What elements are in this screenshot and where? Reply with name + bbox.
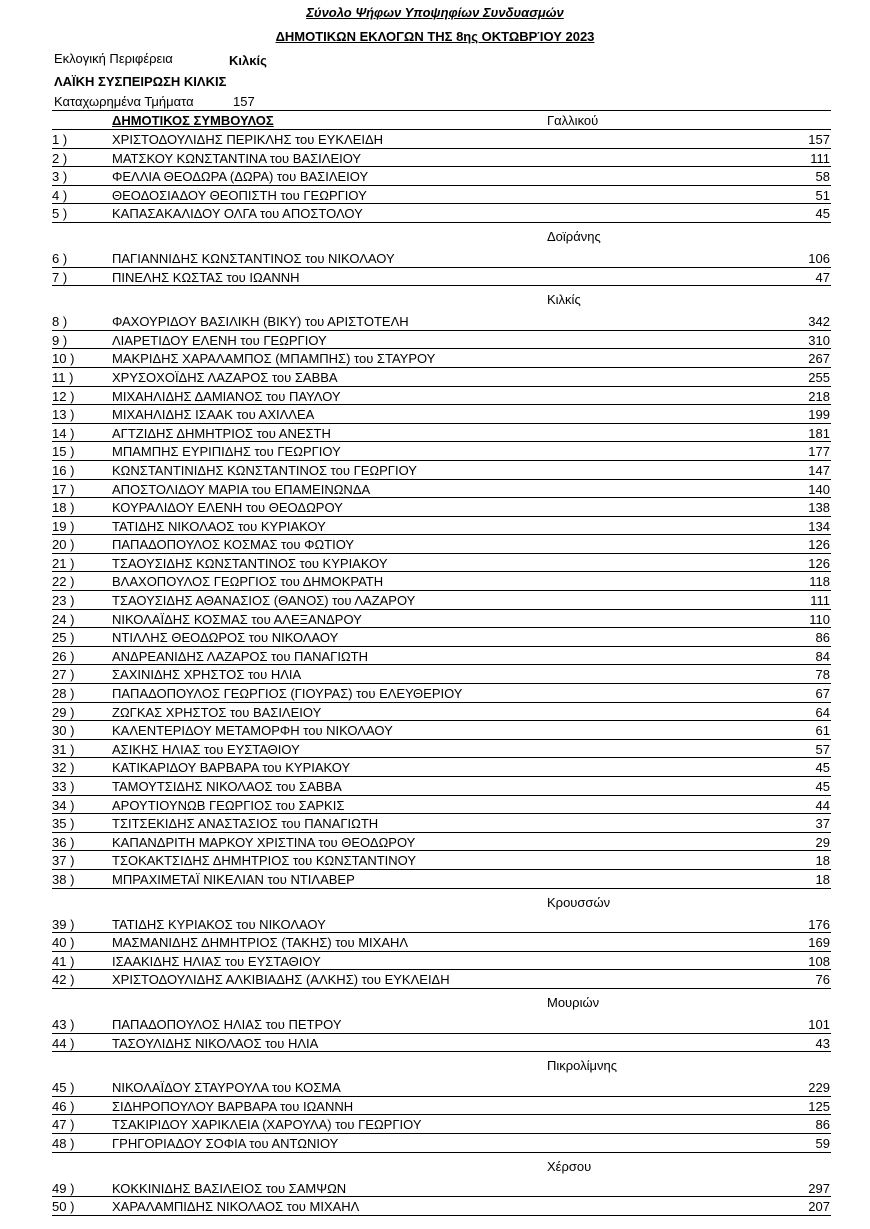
candidate-name: ΙΣΑΑΚΙΔΗΣ ΗΛΙΑΣ του ΕΥΣΤΑΘΙΟΥ — [112, 953, 321, 969]
candidate-name: ΜΠΡΑΧΙΜΕΤΑΪ ΝΙΚΕΛΙΑΝ του ΝΤΙΛΑΒΕΡ — [112, 871, 355, 887]
row-number: 30 ) — [52, 723, 75, 739]
row-number: 49 ) — [52, 1180, 75, 1196]
candidate-name: ΧΑΡΑΛΑΜΠΙΔΗΣ ΝΙΚΟΛΑΟΣ του ΜΙΧΑΗΛ — [112, 1199, 360, 1215]
vote-count: 110 — [809, 611, 830, 627]
candidate-name: ΚΟΥΡΑΛΙΔΟΥ ΕΛΕΝΗ του ΘΕΟΔΩΡΟΥ — [112, 500, 343, 516]
vote-count: 138 — [808, 500, 830, 516]
table-row — [52, 349, 831, 368]
vote-count: 44 — [815, 797, 830, 813]
candidate-name: ΤΑΣΟΥΛΙΔΗΣ ΝΙΚΟΛΑΟΣ του ΗΛΙΑ — [112, 1035, 319, 1051]
candidate-name: ΧΡΙΣΤΟΔΟΥΛΙΔΗΣ ΑΛΚΙΒΙΑΔΗΣ (ΑΛΚΗΣ) του ΕΥΚΛΕΙΔΗ — [112, 972, 450, 988]
location-heading: Χέρσου — [547, 1158, 592, 1174]
row-number: 7 ) — [52, 269, 68, 285]
vote-count: 86 — [815, 1117, 830, 1133]
candidate-name: ΤΣΟΚΑΚΤΣΙΔΗΣ ΔΗΜΗΤΡΙΟΣ του ΚΩΝΣΤΑΝΤΙΝΟΥ — [112, 853, 417, 869]
row-number: 19 ) — [52, 518, 75, 534]
table-row — [52, 721, 831, 740]
vote-count: 18 — [815, 853, 830, 869]
table-row — [52, 970, 831, 989]
row-number: 40 ) — [52, 935, 75, 951]
candidate-name: ΜΑΣΜΑΝΙΔΗΣ ΔΗΜΗΤΡΙΟΣ (ΤΑΚΗΣ) του ΜΙΧΑΗΛ — [112, 935, 409, 951]
vote-count: 140 — [808, 481, 830, 497]
vote-count: 229 — [808, 1080, 830, 1096]
candidate-name: ΝΙΚΟΛΑΪΔΗΣ ΚΟΣΜΑΣ του ΑΛΕΞΑΝΔΡΟΥ — [112, 611, 362, 627]
row-number: 27 ) — [52, 667, 75, 683]
vote-count: 169 — [808, 935, 830, 951]
vote-count: 147 — [808, 462, 830, 478]
row-number: 4 ) — [52, 187, 68, 203]
table-row — [52, 1015, 831, 1034]
row-number: 35 ) — [52, 816, 75, 832]
row-number: 17 ) — [52, 481, 75, 497]
vote-count: 125 — [808, 1098, 830, 1114]
vote-count: 45 — [815, 206, 830, 222]
vote-count: 84 — [815, 648, 830, 664]
vote-count: 106 — [808, 250, 830, 266]
table-row — [52, 915, 831, 934]
candidate-name: ΠΑΠΑΔΟΠΟΥΛΟΣ ΚΟΣΜΑΣ του ΦΩΤΙΟΥ — [112, 537, 355, 553]
vote-count: 58 — [815, 169, 830, 185]
vote-count: 18 — [815, 871, 830, 887]
table-row — [52, 665, 831, 684]
vote-count: 157 — [808, 132, 830, 147]
candidate-name: ΑΓΤΖΙΔΗΣ ΔΗΜΗΤΡΙΟΣ του ΑΝΕΣΤΗ — [112, 425, 331, 441]
location-heading: Γαλλικού — [547, 113, 599, 128]
vote-count: 342 — [808, 314, 830, 330]
vote-count: 86 — [815, 630, 830, 646]
row-number: 2 ) — [52, 150, 68, 166]
candidate-name: ΒΛΑΧΟΠΟΥΛΟΣ ΓΕΩΡΓΙΟΣ του ΔΗΜΟΚΡΑΤΗ — [112, 574, 384, 590]
row-number: 36 ) — [52, 834, 75, 850]
vote-count: 134 — [808, 518, 830, 534]
table-row — [52, 387, 831, 406]
row-number: 20 ) — [52, 537, 75, 553]
sections-label: Καταχωρημένα Τμήματα — [54, 94, 194, 109]
table-row — [52, 870, 831, 889]
candidates-table — [52, 110, 831, 1216]
location-row — [52, 223, 831, 249]
table-row — [52, 814, 831, 833]
table-row — [52, 740, 831, 759]
candidate-name: ΧΡΥΣΟΧΟΪΔΗΣ ΛΑΖΑΡΟΣ του ΣΑΒΒΑ — [112, 369, 338, 385]
row-number: 28 ) — [52, 686, 75, 702]
row-number: 43 ) — [52, 1016, 75, 1032]
table-row — [52, 268, 831, 287]
candidate-name: ΜΠΑΜΠΗΣ ΕΥΡΙΠΙΔΗΣ του ΓΕΩΡΓΙΟΥ — [112, 444, 341, 460]
candidate-name: ΚΩΝΣΤΑΝΤΙΝΙΔΗΣ ΚΩΝΣΤΑΝΤΙΝΟΣ του ΓΕΩΡΓΙΟΥ — [112, 462, 417, 478]
row-number: 11 ) — [52, 369, 74, 385]
vote-count: 310 — [808, 332, 830, 348]
candidate-name: ΝΙΚΟΛΑΪΔΟΥ ΣΤΑΥΡΟΥΛΑ του ΚΟΣΜΑ — [112, 1080, 341, 1096]
candidate-name: ΤΣΙΤΣΕΚΙΔΗΣ ΑΝΑΣΤΑΣΙΟΣ του ΠΑΝΑΓΙΩΤΗ — [112, 816, 379, 832]
location-row — [52, 889, 831, 915]
row-number: 8 ) — [52, 314, 68, 330]
vote-count: 67 — [815, 686, 830, 702]
row-number: 45 ) — [52, 1080, 75, 1096]
sections-value: 157 — [233, 94, 255, 109]
candidate-name: ΦΑΧΟΥΡΙΔΟΥ ΒΑΣΙΛΙΚΗ (ΒΙΚΥ) του ΑΡΙΣΤΟΤΕΛΗ — [112, 314, 409, 330]
candidate-name: ΤΣΑΚΙΡΙΔΟΥ ΧΑΡΙΚΛΕΙΑ (ΧΑΡΟΥΛΑ) του ΓΕΩΡΓΙΟΥ — [112, 1117, 422, 1133]
candidate-name: ΜΑΤΣΚΟΥ ΚΩΝΣΤΑΝΤΙΝΑ του ΒΑΣΙΛΕΙΟΥ — [112, 150, 362, 166]
row-number: 6 ) — [52, 250, 68, 266]
vote-count: 78 — [815, 667, 830, 683]
table-row — [52, 591, 831, 610]
table-row — [52, 572, 831, 591]
candidate-name: ΧΡΙΣΤΟΔΟΥΛΙΔΗΣ ΠΕΡΙΚΛΗΣ του ΕΥΚΛΕΙΔΗ — [112, 132, 384, 147]
row-number: 22 ) — [52, 574, 75, 590]
candidate-name: ΛΙΑΡΕΤΙΔΟΥ ΕΛΕΝΗ του ΓΕΩΡΓΙΟΥ — [112, 332, 327, 348]
vote-count: 199 — [808, 407, 830, 423]
candidate-name: ΦΕΛΛΙΑ ΘΕΟΔΩΡΑ (ΔΩΡΑ) του ΒΑΣΙΛΕΙΟΥ — [112, 169, 369, 185]
candidate-name: ΚΑΠΑΣΑΚΑΛΙΔΟΥ ΟΛΓΑ του ΑΠΟΣΤΟΛΟΥ — [112, 206, 363, 222]
table-row — [52, 405, 831, 424]
table-row — [52, 1197, 831, 1216]
vote-count: 108 — [808, 953, 830, 969]
region-value: Κιλκίς — [229, 53, 267, 68]
table-row — [52, 851, 831, 870]
row-number: 1 ) — [52, 132, 68, 147]
location-heading: Κιλκίς — [547, 292, 581, 308]
table-row — [52, 167, 831, 186]
row-number: 31 ) — [52, 741, 75, 757]
table-row — [52, 312, 831, 331]
vote-count: 111 — [810, 593, 830, 609]
location-row — [52, 989, 831, 1015]
vote-count: 297 — [808, 1180, 830, 1196]
vote-count: 111 — [810, 150, 830, 166]
location-heading: Πικρολίμνης — [547, 1058, 618, 1074]
row-number: 47 ) — [52, 1117, 75, 1133]
row-number: 3 ) — [52, 169, 68, 185]
location-heading: Μουριών — [547, 994, 600, 1010]
table-row — [52, 684, 831, 703]
table-row — [52, 535, 831, 554]
table-row — [52, 368, 831, 387]
table-row — [52, 647, 831, 666]
row-number: 39 ) — [52, 916, 75, 932]
row-number: 32 ) — [52, 760, 75, 776]
row-number: 18 ) — [52, 500, 75, 516]
row-number: 21 ) — [52, 555, 75, 571]
vote-count: 47 — [815, 269, 830, 285]
candidate-name: ΠΑΠΑΔΟΠΟΥΛΟΣ ΗΛΙΑΣ του ΠΕΤΡΟΥ — [112, 1016, 342, 1032]
candidate-name: ΠΑΓΙΑΝΝΙΔΗΣ ΚΩΝΣΤΑΝΤΙΝΟΣ του ΝΙΚΟΛΑΟΥ — [112, 250, 395, 266]
location-row — [52, 1052, 831, 1078]
vote-count: 181 — [808, 425, 830, 441]
candidate-name: ΤΑΤΙΔΗΣ ΝΙΚΟΛΑΟΣ του ΚΥΡΙΑΚΟΥ — [112, 518, 326, 534]
table-row — [52, 952, 831, 971]
row-number: 24 ) — [52, 611, 75, 627]
table-row — [52, 149, 831, 168]
candidate-name: ΝΤΙΛΛΗΣ ΘΕΟΔΩΡΟΣ του ΝΙΚΟΛΑΟΥ — [112, 630, 339, 646]
table-row — [52, 758, 831, 777]
candidate-name: ΣΙΔΗΡΟΠΟΥΛΟΥ ΒΑΡΒΑΡΑ του ΙΩΑΝΝΗ — [112, 1098, 354, 1114]
table-row — [52, 186, 831, 205]
vote-count: 267 — [808, 351, 830, 367]
candidate-name: ΑΠΟΣΤΟΛΙΔΟΥ ΜΑΡΙΑ του ΕΠΑΜΕΙΝΩΝΔΑ — [112, 481, 371, 497]
table-row — [52, 1179, 831, 1198]
row-number: 46 ) — [52, 1098, 75, 1114]
vote-count: 51 — [815, 187, 830, 203]
vote-count: 29 — [815, 834, 830, 850]
table-row — [52, 461, 831, 480]
candidate-name: ΚΑΛΕΝΤΕΡΙΔΟΥ ΜΕΤΑΜΟΡΦΗ του ΝΙΚΟΛΑΟΥ — [112, 723, 393, 739]
candidate-name: ΤΑΤΙΔΗΣ ΚΥΡΙΑΚΟΣ του ΝΙΚΟΛΑΟΥ — [112, 916, 326, 932]
table-row — [52, 1115, 831, 1134]
candidate-name: ΘΕΟΔΟΣΙΑΔΟΥ ΘΕΟΠΙΣΤΗ του ΓΕΩΡΓΙΟΥ — [112, 187, 367, 203]
candidate-name: ΜΙΧΑΗΛΙΔΗΣ ΙΣΑΑΚ του ΑΧΙΛΛΕΑ — [112, 407, 315, 423]
row-number: 44 ) — [52, 1035, 75, 1051]
table-row — [52, 498, 831, 517]
candidate-name: ΑΝΔΡΕΑΝΙΔΗΣ ΛΑΖΑΡΟΣ του ΠΑΝΑΓΙΩΤΗ — [112, 648, 368, 664]
table-row — [52, 480, 831, 499]
candidate-name: ΤΣΑΟΥΣΙΔΗΣ ΑΘΑΝΑΣΙΟΣ (ΘΑΝΟΣ) του ΛΑΖΑΡΟΥ — [112, 593, 416, 609]
table-row — [52, 517, 831, 536]
candidate-name: ΖΩΓΚΑΣ ΧΡΗΣΤΟΣ του ΒΑΣΙΛΕΙΟΥ — [112, 704, 322, 720]
location-row — [52, 286, 831, 312]
candidate-name: ΠΑΠΑΔΟΠΟΥΛΟΣ ΓΕΩΡΓΙΟΣ (ΓΙΟΥΡΑΣ) του ΕΛΕΥΘΕΡΙΟΥ — [112, 686, 463, 702]
vote-count: 126 — [808, 537, 830, 553]
row-number: 9 ) — [52, 332, 68, 348]
table-row — [52, 1078, 831, 1097]
candidate-name: ΜΙΧΑΗΛΙΔΗΣ ΔΑΜΙΑΝΟΣ του ΠΑΥΛΟΥ — [112, 388, 341, 404]
vote-count: 76 — [815, 972, 830, 988]
table-row — [52, 1134, 831, 1153]
row-number: 38 ) — [52, 871, 75, 887]
vote-count: 45 — [815, 779, 830, 794]
row-number: 29 ) — [52, 704, 75, 720]
table-row — [52, 1097, 831, 1116]
table-row — [52, 1034, 831, 1053]
table-row — [52, 249, 831, 268]
vote-count: 255 — [808, 369, 830, 385]
row-number: 23 ) — [52, 593, 75, 609]
table-row — [52, 610, 831, 629]
candidate-name: ΠΙΝΕΛΗΣ ΚΩΣΤΑΣ του ΙΩΑΝΝΗ — [112, 269, 300, 285]
table-row — [52, 204, 831, 223]
row-number: 14 ) — [52, 425, 75, 441]
location-heading: Κρουσσών — [547, 894, 611, 910]
row-number: 26 ) — [52, 648, 75, 664]
row-number: 48 ) — [52, 1135, 75, 1151]
location-heading: Δοϊράνης — [547, 228, 601, 244]
vote-count: 176 — [808, 916, 830, 932]
vote-count: 218 — [808, 388, 830, 404]
vote-count: 45 — [815, 760, 830, 776]
document-subtitle: ΔΗΜΟΤΙΚΩΝ ΕΚΛΟΓΩΝ ΤΗΣ 8ης ΟΚΤΩΒΡΊΟΥ 2023 — [275, 29, 595, 44]
table-row — [52, 442, 831, 461]
table-header-row — [52, 110, 831, 130]
vote-count: 43 — [815, 1035, 830, 1051]
row-number: 10 ) — [52, 351, 75, 367]
vote-count: 57 — [815, 741, 830, 757]
table-row — [52, 130, 831, 149]
table-row — [52, 833, 831, 852]
table-row — [52, 796, 831, 815]
vote-count: 207 — [808, 1199, 830, 1215]
vote-count: 101 — [808, 1016, 830, 1032]
document-title: Σύνολο Ψήφων Υποψηφίων Συνδυασμών — [306, 5, 564, 20]
table-row — [52, 331, 831, 350]
candidate-name: ΑΡΟΥΤΙΟΥΝΩΒ ΓΕΩΡΓΙΟΣ του ΣΑΡΚΙΣ — [112, 797, 345, 813]
table-row — [52, 628, 831, 647]
candidate-name: ΓΡΗΓΟΡΙΑΔΟΥ ΣΟΦΙΑ του ΑΝΤΩΝΙΟΥ — [112, 1135, 339, 1151]
candidate-name: ΤΣΑΟΥΣΙΔΗΣ ΚΩΝΣΤΑΝΤΙΝΟΣ του ΚΥΡΙΑΚΟΥ — [112, 555, 388, 571]
location-row — [52, 1153, 831, 1179]
column-header: ΔΗΜΟΤΙΚΟΣ ΣΥΜΒΟΥΛΟΣ — [112, 113, 274, 128]
row-number: 16 ) — [52, 462, 75, 478]
candidate-name: ΚΑΤΙΚΑΡΙΔΟΥ ΒΑΡΒΑΡΑ του ΚΥΡΙΑΚΟΥ — [112, 760, 351, 776]
row-number: 41 ) — [52, 953, 75, 969]
table-row — [52, 933, 831, 952]
vote-count: 126 — [808, 555, 830, 571]
table-row — [52, 424, 831, 443]
table-row — [52, 777, 831, 796]
row-number: 15 ) — [52, 444, 75, 460]
candidate-name: ΚΑΠΑΝΔΡΙΤΗ ΜΑΡΚΟΥ ΧΡΙΣΤΙΝΑ του ΘΕΟΔΩΡΟΥ — [112, 834, 416, 850]
vote-count: 59 — [815, 1135, 830, 1151]
party-name: ΛΑΪΚΗ ΣΥΣΠΕΙΡΩΣΗ ΚΙΛΚΙΣ — [54, 74, 227, 89]
row-number: 25 ) — [52, 630, 75, 646]
candidate-name: ΤΑΜΟΥΤΣΙΔΗΣ ΝΙΚΟΛΑΟΣ του ΣΑΒΒΑ — [112, 779, 342, 794]
row-number: 34 ) — [52, 797, 75, 813]
row-number: 33 ) — [52, 779, 75, 794]
candidate-name: ΑΣΙΚΗΣ ΗΛΙΑΣ του ΕΥΣΤΑΘΙΟΥ — [112, 741, 300, 757]
row-number: 13 ) — [52, 407, 75, 423]
row-number: 5 ) — [52, 206, 68, 222]
table-row — [52, 554, 831, 573]
vote-count: 61 — [815, 723, 830, 739]
vote-count: 64 — [815, 704, 830, 720]
table-row — [52, 703, 831, 722]
vote-count: 118 — [809, 574, 830, 590]
vote-count: 177 — [808, 444, 830, 460]
row-number: 37 ) — [52, 853, 75, 869]
row-number: 42 ) — [52, 972, 75, 988]
row-number: 12 ) — [52, 388, 75, 404]
region-label: Εκλογική Περιφέρεια — [54, 51, 173, 66]
candidate-name: ΣΑΧΙΝΙΔΗΣ ΧΡΗΣΤΟΣ του ΗΛΙΑ — [112, 667, 302, 683]
candidate-name: ΚΟΚΚΙΝΙΔΗΣ ΒΑΣΙΛΕΙΟΣ του ΣΑΜΨΩΝ — [112, 1180, 347, 1196]
row-number: 50 ) — [52, 1199, 75, 1215]
vote-count: 37 — [815, 816, 830, 832]
candidate-name: ΜΑΚΡΙΔΗΣ ΧΑΡΑΛΑΜΠΟΣ (ΜΠΑΜΠΗΣ) του ΣΤΑΥΡΟΥ — [112, 351, 436, 367]
